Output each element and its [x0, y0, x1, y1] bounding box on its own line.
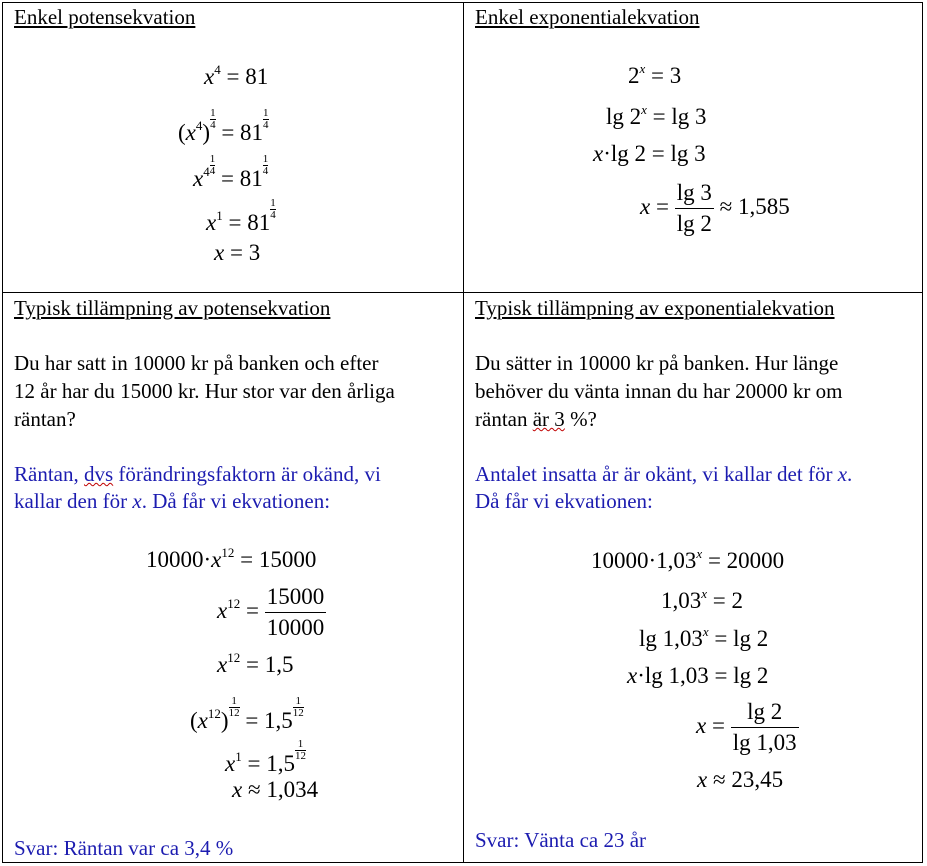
power-app-eq-5: $x^1 = 1,5$ $\frac{1}{12}$ — [225, 738, 306, 776]
column-divider — [463, 2, 464, 863]
power-problem-line-2: 12 år har du 15000 kr. Hur stor var den årliga — [14, 379, 395, 403]
row-divider — [2, 292, 923, 293]
exp-app-eq-2: 1,03$^x$ = 2 — [661, 586, 744, 613]
power-problem-line-1: Du har satt in 10000 kr på banken och efter — [14, 351, 379, 375]
power-app-eq-6: x ≈ 1,034 — [232, 777, 319, 802]
power-app-eq-1: $10000\cdot x^{12} = 15000$ — [146, 545, 317, 572]
exp-app-eq-6: x ≈ 23,45 — [697, 767, 784, 792]
exp-explanation-line-1: Antalet insatta år är okänt, vi kallar det för x. — [475, 462, 853, 486]
heading-simple-exponential-equation: Enkel exponentialekvation — [475, 5, 700, 29]
power-eq-line-5: x = 3 — [214, 240, 261, 265]
power-app-eq-3: $x^{12} = 1,5$ — [217, 650, 294, 677]
power-problem-line-3: räntan? — [14, 407, 76, 431]
exp-app-eq-4: x·lg 1,03 = lg 2 — [627, 663, 769, 688]
power-answer: Svar: Räntan var ca 3,4 % — [14, 836, 234, 860]
exp-app-eq-3: lg 1,03$^x$ = lg 2 — [639, 624, 769, 651]
exp-problem-line-2: behöver du vänta innan du har 20000 kr om — [475, 379, 843, 403]
exp-app-eq-5: x = $\frac{\lg 2}{\lg 1,03}$ — [696, 699, 797, 755]
heading-simple-power-equation: Enkel potensekvation — [14, 5, 196, 29]
exp-eq-line-1: 2$^x$ = 3 — [628, 61, 682, 88]
heading-power-application: Typisk tillämpning av potensekvation — [14, 296, 331, 320]
power-eq-line-1: $x^4 = 81$ — [204, 62, 269, 89]
power-explanation-line-1: Räntan, dvs förändringsfaktorn är okänd, vi — [14, 462, 381, 486]
power-eq-line-2: $(x^4)$ $\frac{1}{4}$ = 81 $\frac{1}{4}$ — [178, 107, 269, 145]
exp-explanation-line-2: Då får vi ekvationen: — [475, 489, 653, 513]
power-app-eq-2: $x^{12}$ = $\frac{15000}{10000}$ — [217, 584, 325, 640]
exp-answer: Svar: Vänta ca 23 år — [475, 828, 647, 852]
power-eq-line-4: $x^1 = 81$ $\frac{1}{4}$ — [206, 197, 276, 235]
exp-eq-line-2: lg 2$^x$ = lg 3 — [606, 102, 707, 129]
exp-eq-line-4: x = $\frac{\lg 3}{\lg 2}$ ≈ 1,585 — [640, 180, 790, 236]
power-eq-line-3: $x^4$ $\frac{1}{4}$ = 81 $\frac{1}{4}$ — [193, 153, 269, 191]
heading-exponential-application: Typisk tillämpning av exponentialekvation — [475, 296, 835, 320]
exp-eq-line-3: x·lg 2 = lg 3 — [593, 141, 706, 166]
exp-app-eq-1: $10000\cdot 1,03^x = 20000$ — [591, 546, 785, 573]
exp-problem-line-3: räntan är 3 %? — [475, 407, 597, 431]
power-app-eq-4: $(x^{12})$ $\frac{1}{12}$ = 1,5 $\frac{1}{12}$ — [190, 695, 304, 733]
exp-problem-line-1: Du sätter in 10000 kr på banken. Hur länge — [475, 351, 839, 375]
power-explanation-line-2: kallar den för x. Då får vi ekvationen: — [14, 489, 331, 513]
